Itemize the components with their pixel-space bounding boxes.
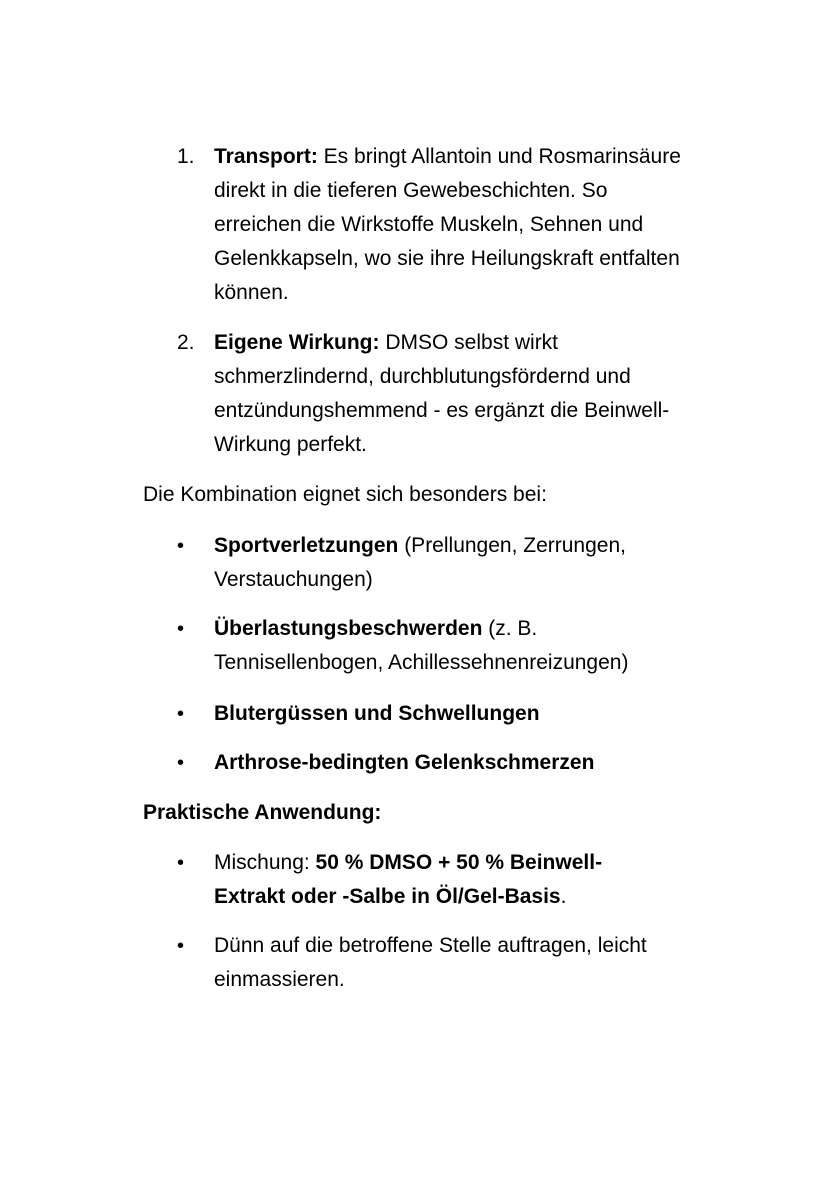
indication-text: (z. B. Tennisellenbogen, Achillessehnenreizungen) xyxy=(214,617,629,674)
indication-term: Arthrose-bedingten Gelenkschmerzen xyxy=(214,751,595,774)
indication-content xyxy=(214,697,714,731)
indication-term: Blutergüssen und Schwellungen xyxy=(214,702,540,725)
numbered-item-content xyxy=(214,326,699,462)
item-term: Transport: xyxy=(214,145,318,168)
indication-text: (Prellungen, Zerrungen, Verstauchungen) xyxy=(214,534,626,591)
bullet-icon: • xyxy=(177,618,185,640)
indication-content xyxy=(214,529,684,597)
bullet-icon: • xyxy=(177,535,185,557)
application-content xyxy=(214,929,704,997)
item-text: DMSO selbst wirkt schmerzlindernd, durchblutungsfördernd und entzündungshemmend - es ergänzt die Beinwell-Wirkung perfekt. xyxy=(214,331,670,456)
item-text: Es bringt Allantoin und Rosmarinsäure direkt in die tieferen Gewebeschichten. So erreichen die Wirkstoffe Muskeln, Sehnen und Gelenkkapseln, wo sie ihre Heilungskraft entfalten können. xyxy=(214,145,681,304)
bullet-icon: • xyxy=(177,935,185,957)
indication-term: Sportverletzungen xyxy=(214,534,399,557)
application-heading: Praktische Anwendung: xyxy=(143,801,382,824)
bullet-icon: • xyxy=(177,752,185,774)
combination-intro: Die Kombination eignet sich besonders bei: xyxy=(143,483,547,506)
application-prefix: Mischung: xyxy=(214,851,316,874)
indication-term: Überlastungsbeschwerden xyxy=(214,617,483,640)
bullet-icon: • xyxy=(177,852,185,874)
indication-content xyxy=(214,746,714,780)
indication-content xyxy=(214,612,694,680)
item-term: Eigene Wirkung: xyxy=(214,331,380,354)
application-term: 50 % DMSO + 50 % Beinwell-Extrakt oder -Salbe in Öl/Gel-Basis xyxy=(214,851,603,908)
numbered-item-content xyxy=(214,140,699,310)
application-content xyxy=(214,846,654,914)
list-number: 1. xyxy=(177,145,195,168)
application-text: . xyxy=(560,885,567,908)
application-prefix: Dünn auf die betroffene Stelle auftragen, leicht einmassieren. xyxy=(214,934,647,991)
bullet-icon: • xyxy=(177,703,185,725)
list-number: 2. xyxy=(177,331,195,354)
